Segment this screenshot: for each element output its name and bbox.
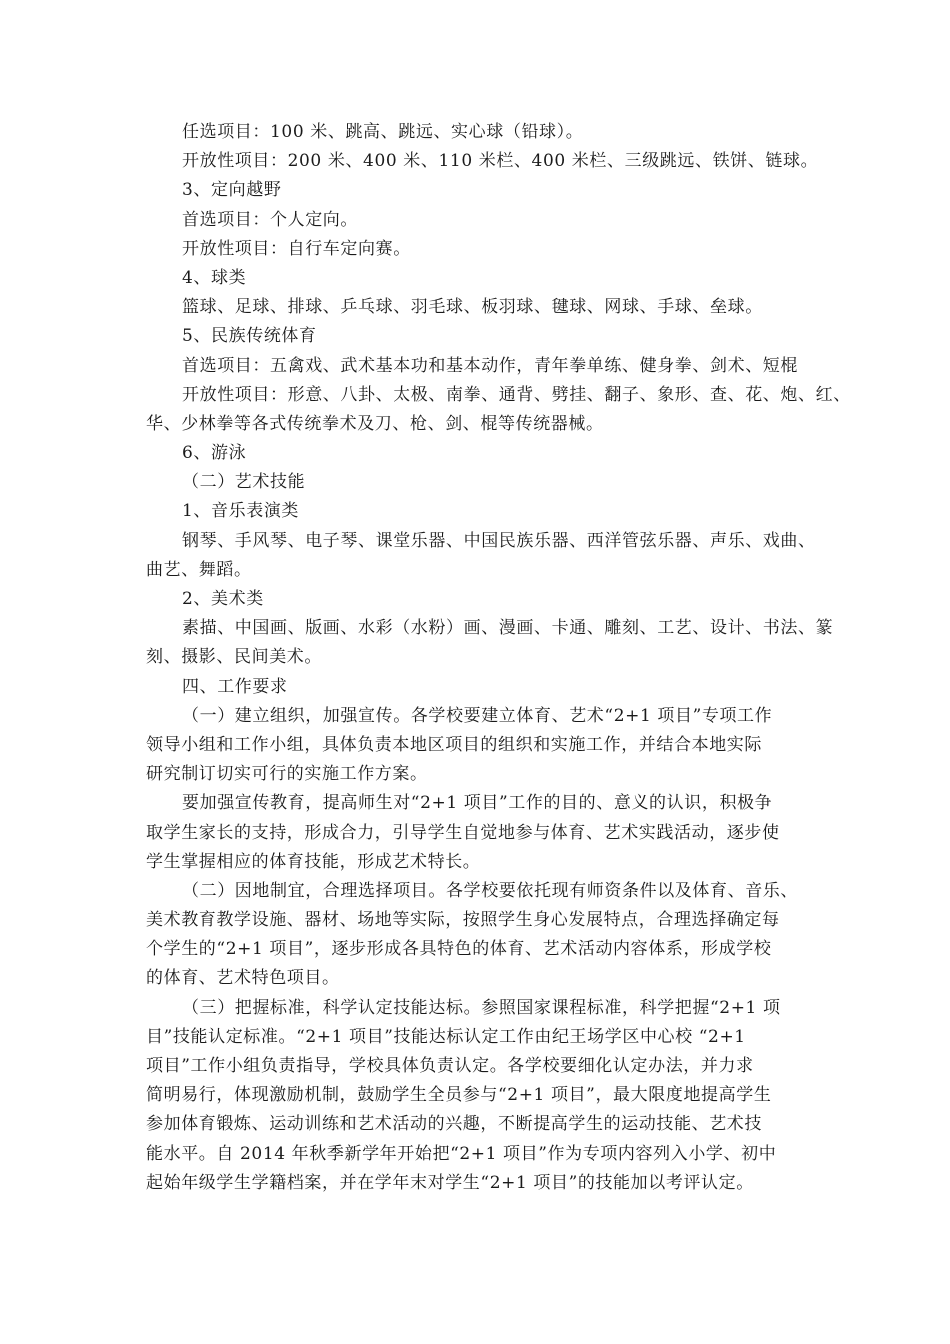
text-line: （二）艺术技能 [182,472,306,493]
text-line: 研究制订切实可行的实施工作方案。 [146,764,428,785]
text-line: 简明易行，体现激励机制，鼓励学生全员参与“2+1 项目”，最大限度地提高学生 [146,1085,772,1106]
text-line: 首选项目：个人定向。 [182,209,358,230]
text-line: 首选项目：五禽戏、武术基本功和基本动作，青年拳单练、健身拳、剑术、短棍 [182,355,798,376]
text-line: 1、音乐表演类 [182,501,300,522]
text-line: 要加强宣传教育，提高师生对“2+1 项目”工作的目的、意义的认识，积极争 [182,793,773,814]
text-line: 4、球类 [182,267,247,288]
text-line: 2、美术类 [182,589,264,609]
text-line: 6、游泳 [182,443,247,464]
text-line: 项目”工作小组负责指导，学校具体负责认定。各学校要细化认定办法，并力求 [146,1056,754,1076]
document-body [146,118,851,1198]
text-line: 目”技能认定标准。“2+1 项目”技能达标认定工作由纪王场学区中心校 “2+1 [146,1026,746,1047]
text-line: 任选项目：100 米、跳高、跳远、实心球（铅球）。 [182,122,584,142]
text-line: 四、工作要求 [182,676,288,697]
text-line: 3、定向越野 [182,180,282,201]
text-line: 曲艺、舞蹈。 [146,559,252,580]
text-line: 开放性项目：200 米、400 米、110 米栏、400 米栏、三级跳远、铁饼、链球。 [182,151,819,172]
text-line: 能水平。自 2014 年秋季新学年开始把“2+1 项目”作为专项内容列入小学、初中 [146,1143,777,1164]
text-line: 的体育、艺术特色项目。 [146,968,340,989]
text-line: 参加体育锻炼、运动训练和艺术活动的兴趣，不断提高学生的运动技能、艺术技 [146,1114,762,1135]
text-line: 开放性项目：自行车定向赛。 [182,238,411,259]
text-line: 华、少林拳等各式传统拳术及刀、枪、剑、棍等传统器械。 [146,413,604,434]
text-line: 5、民族传统体育 [182,326,317,347]
text-line: 篮球、足球、排球、乒乓球、羽毛球、板羽球、毽球、网球、手球、垒球。 [182,297,763,318]
text-line: 学生掌握相应的体育技能，形成艺术特长。 [146,851,481,872]
text-line: （一）建立组织，加强宣传。各学校要建立体育、艺术“2+1 项目”专项工作 [182,705,773,726]
text-line: 个学生的“2+1 项目”，逐步形成各具特色的体育、艺术活动内容体系，形成学校 [146,939,772,960]
text-line: 领导小组和工作小组，具体负责本地区项目的组织和实施工作，并结合本地实际 [146,734,762,755]
text-line: 刻、摄影、民间美术。 [146,647,322,668]
text-line: 钢琴、手风琴、电子琴、课堂乐器、中国民族乐器、西洋管弦乐器、声乐、戏曲、 [182,530,816,551]
text-line: 取学生家长的支持，形成合力，引导学生自觉地参与体育、艺术实践活动，逐步使 [146,822,780,843]
text-line: 开放性项目：形意、八卦、太极、南拳、通背、劈挂、翻子、象形、查、花、炮、红、 [182,384,851,405]
text-line: 素描、中国画、版画、水彩（水粉）画、漫画、卡通、雕刻、工艺、设计、书法、篆 [182,618,834,639]
text-line: （二）因地制宜，合理选择项目。各学校要依托现有师资条件以及体育、音乐、 [182,880,798,901]
text-line: 起始年级学生学籍档案，并在学年末对学生“2+1 项目”的技能加以考评认定。 [146,1172,754,1193]
text-line: （三）把握标准，科学认定技能达标。参照国家课程标准，科学把握“2+1 项 [182,997,781,1018]
text-line: 美术教育教学设施、器材、场地等实际，按照学生身心发展特点，合理选择确定每 [146,910,780,931]
